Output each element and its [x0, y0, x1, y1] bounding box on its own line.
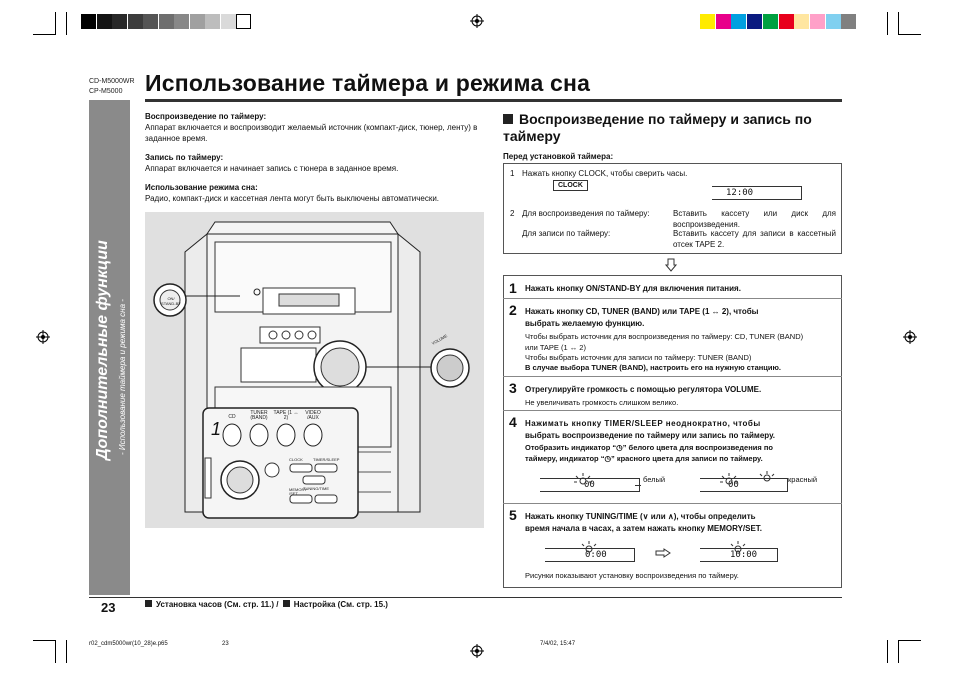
- color-swatch: [779, 14, 794, 29]
- registration-mark-icon: [903, 330, 917, 344]
- page-number: 23: [101, 600, 116, 615]
- model-label: CP-M5000: [89, 88, 123, 95]
- intro-text: Аппарат включается и начинает запись с тюнера в заданное время.: [145, 164, 399, 173]
- display-readout: 12:00: [726, 188, 754, 198]
- step-note: или TAPE (1 ↔ 2): [525, 343, 586, 352]
- crop-mark: [887, 640, 888, 663]
- step-note-bold: В случае выбора TUNER (BAND), настроить его на нужную станцию.: [525, 363, 781, 372]
- timer-blink-icon: [572, 472, 594, 488]
- crop-mark: [55, 640, 56, 663]
- gray-swatch: [190, 14, 205, 29]
- color-swatch: [747, 14, 762, 29]
- prep-step2-num: 2: [510, 209, 515, 218]
- prep-step1-num: 1: [510, 169, 515, 178]
- gray-swatch: [128, 14, 143, 29]
- step-instruction: Нажать кнопку TUNING/TIME (∨ или ∧), чтобы определить: [525, 512, 756, 521]
- before-label: Перед установкой таймера:: [503, 152, 614, 161]
- color-swatch: [841, 14, 856, 29]
- prep-step2-left2: Для записи по таймеру:: [522, 229, 611, 238]
- footer-note: [145, 600, 388, 609]
- step-sub: Отобразить индикатор “◷” белого цвета для воспроизведения по: [525, 443, 773, 452]
- divider: [503, 376, 842, 377]
- title-rule: [145, 99, 842, 102]
- step-caption: Рисунки показывают установку воспроизведения по таймеру.: [525, 571, 739, 580]
- crop-mark: [33, 34, 56, 35]
- prep-step2-left1: Для воспроизведения по таймеру:: [522, 209, 650, 218]
- volume-label: VOLUME: [430, 333, 449, 346]
- color-swatch: [794, 14, 809, 29]
- divider: [503, 503, 842, 504]
- timer-sleep-label: TIMER/SLEEP: [313, 457, 340, 462]
- gray-swatch: [143, 14, 158, 29]
- registration-mark-icon: [470, 644, 484, 658]
- display-readout: 0:00: [585, 550, 607, 560]
- clock-label: CLOCK: [289, 457, 303, 462]
- prep-step2-right2: Вставить кассету для записи в кассетный отсек TAPE 2.: [673, 229, 836, 249]
- gray-swatch: [112, 14, 127, 29]
- step-instruction: Отрегулируйте громкость с помощью регулятора VOLUME.: [525, 385, 762, 394]
- step-sub: таймеру, индикатор “◷” красного цвета для записи по таймеру.: [525, 454, 763, 463]
- step-instruction: Нажать кнопку ON/STAND-BY для включения питания.: [525, 284, 741, 293]
- crop-mark: [898, 34, 921, 35]
- color-swatch: [810, 14, 825, 29]
- crop-mark: [898, 640, 921, 641]
- intro-heading: Запись по таймеру:: [145, 153, 224, 162]
- crop-mark: [887, 12, 888, 35]
- sidebar-title: Дополнительные функции: [94, 240, 111, 460]
- gray-swatch: [236, 14, 251, 29]
- divider: [503, 410, 842, 411]
- footer-note-2: Настройка (См. стр. 15.): [293, 600, 388, 609]
- file-name: r02_cdm5000wr(10_28)e.p65: [89, 641, 168, 647]
- device-illustration: [145, 212, 484, 528]
- stereo-drawing: [145, 212, 484, 528]
- crop-mark: [898, 12, 899, 35]
- gray-swatch: [221, 14, 236, 29]
- gray-swatch: [81, 14, 96, 29]
- divider: [503, 298, 842, 299]
- clock-button: CLOCK: [553, 180, 588, 191]
- footer-note-1: Установка часов (См. стр. 11.) /: [156, 600, 279, 609]
- step-note: Чтобы выбрать источник для воспроизведения по таймеру: CD, TUNER (BAND): [525, 332, 804, 341]
- tuning-time-label: TUNING/TIME: [303, 486, 329, 491]
- intro-text: Аппарат включается и воспроизводит желаемый источник (компакт-диск, тюнер, ленту) в заданное время.: [145, 123, 478, 143]
- prep-step2-right1: Вставить кассету или диск для воспроизведения.: [673, 209, 836, 229]
- step-instruction: Нажимать кнопку TIMER/SLEEP неоднократно, чтобы: [525, 419, 761, 428]
- display-readout: 00: [584, 480, 595, 490]
- model-label: CD-M5000WR: [89, 78, 135, 85]
- color-swatch: [826, 14, 841, 29]
- timer-blink-icon: [727, 540, 749, 556]
- section-title: [503, 111, 843, 145]
- step-instruction: выбрать желаемую функцию.: [525, 319, 645, 328]
- prep-display: [712, 186, 802, 200]
- intro-recording: [145, 153, 490, 174]
- prep-step1-text: Нажать кнопку CLOCK, чтобы сверить часы.: [522, 169, 688, 178]
- gray-swatch: [97, 14, 112, 29]
- step-note: Чтобы выбрать источник для записи по таймеру: TUNER (BAND): [525, 353, 752, 362]
- right-arrow-icon: [655, 548, 671, 558]
- sidebar-subtitle: - Использование таймера и режима сна -: [118, 299, 127, 455]
- footer-rule: [89, 597, 842, 598]
- color-swatch: [731, 14, 746, 29]
- crop-mark: [55, 12, 56, 35]
- file-page: 23: [222, 641, 229, 647]
- step-instruction: выбрать воспроизведение по таймеру или запись по таймеру.: [525, 431, 776, 440]
- timer-blink-icon: [757, 470, 777, 484]
- crop-mark: [898, 640, 899, 663]
- step-number: 4: [509, 414, 517, 430]
- onstandby-label: ON/ STAND-BY: [161, 296, 181, 306]
- color-swatch: [700, 14, 715, 29]
- display-readout: 10:00: [730, 550, 758, 560]
- timer-blink-icon: [578, 540, 600, 556]
- bullet-square-icon: [503, 114, 513, 124]
- timer-blink-icon: [718, 472, 740, 488]
- callout-number: 1: [211, 419, 222, 439]
- gray-swatch: [159, 14, 174, 29]
- intro-sleep: [145, 183, 490, 204]
- crop-mark: [66, 12, 67, 35]
- display-readout: 00: [728, 480, 739, 490]
- memory-set-label: MEMORY /SET: [289, 487, 307, 496]
- step-number: 1: [509, 280, 517, 296]
- section-title-text: Воспроизведение по таймеру и запись по таймеру: [503, 111, 812, 144]
- gray-swatch: [174, 14, 189, 29]
- step-number: 3: [509, 380, 517, 396]
- file-date: 7/4/02, 15:47: [540, 641, 576, 647]
- step-note: Не увеличивать громкость слишком велико.: [525, 398, 679, 407]
- page-title: Использование таймера и режима сна: [145, 70, 591, 96]
- cd-label: CD: [228, 414, 236, 420]
- registration-mark-icon: [470, 14, 484, 28]
- intro-heading: Воспроизведение по таймеру:: [145, 112, 267, 121]
- step-number: 2: [509, 302, 517, 318]
- label-white: белый: [643, 475, 666, 484]
- crop-mark: [66, 640, 67, 663]
- color-swatch: [716, 14, 731, 29]
- label-red: красный: [788, 475, 818, 484]
- tape-label: TAPE (1 ↔ 2): [273, 410, 299, 421]
- step-instruction: время начала в часах, а затем нажать кнопку MEMORY/SET.: [525, 524, 763, 533]
- bullet-square-icon: [283, 600, 290, 607]
- color-swatch: [763, 14, 778, 29]
- intro-text: Радио, компакт-диск и кассетная лента могут быть выключены автоматически.: [145, 194, 440, 203]
- bullet-square-icon: [145, 600, 152, 607]
- video-aux-label: VIDEO /AUX: [305, 410, 321, 421]
- step-instruction: Нажать кнопку CD, TUNER (BAND) или TAPE (1 ↔ 2), чтобы: [525, 307, 759, 316]
- intro-heading: Использование режима сна:: [145, 183, 258, 192]
- leader-line: [635, 485, 641, 486]
- tuner-label: TUNER (BAND): [250, 410, 268, 421]
- intro-playback: [145, 112, 490, 144]
- registration-mark-icon: [36, 330, 50, 344]
- crop-mark: [33, 640, 56, 641]
- down-arrow-icon: [665, 258, 677, 272]
- step-number: 5: [509, 507, 517, 523]
- gray-swatch: [205, 14, 220, 29]
